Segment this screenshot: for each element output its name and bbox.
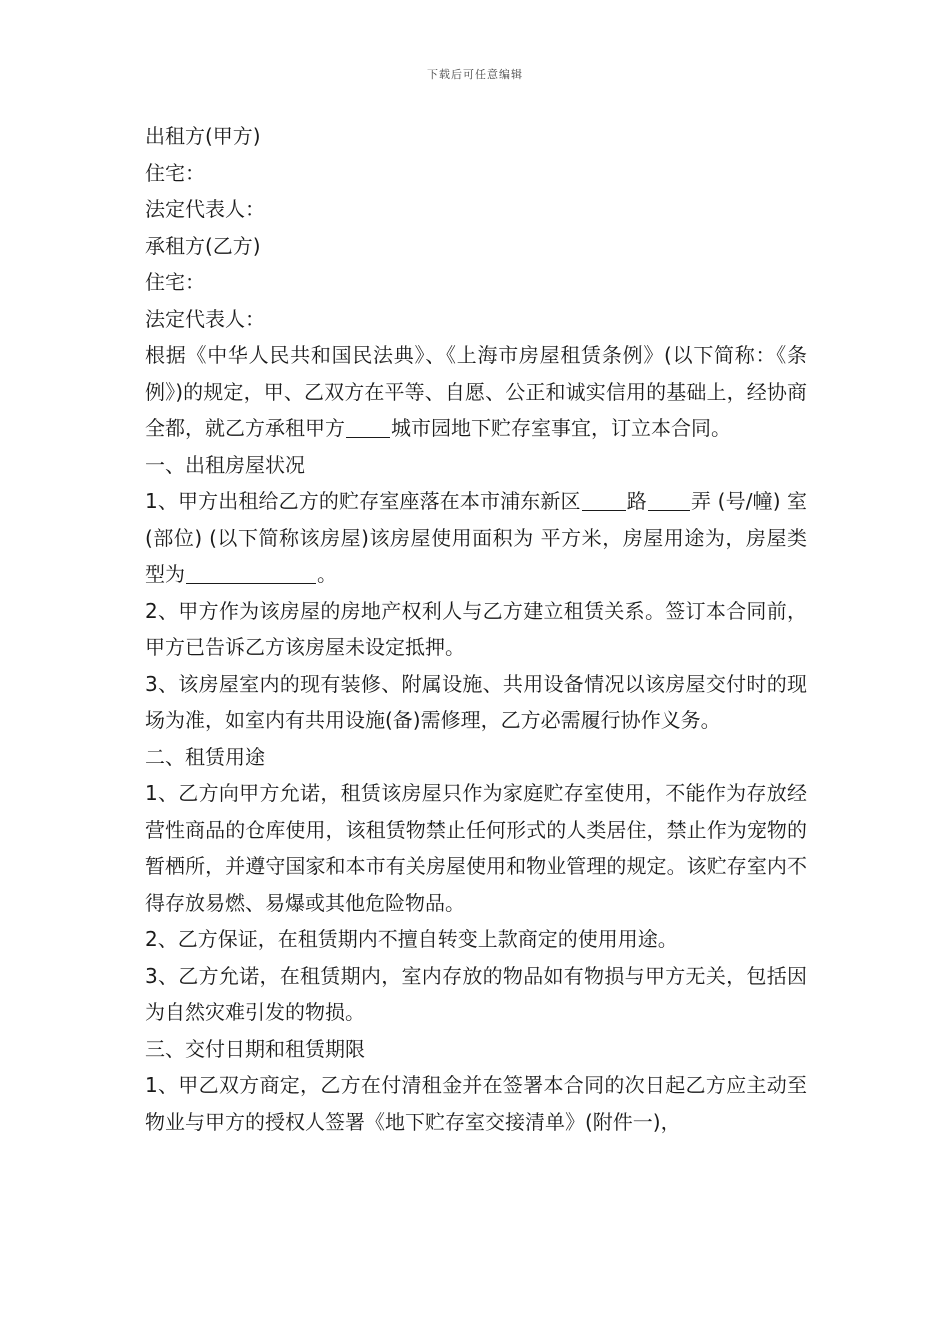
item-text: 1、甲方出租给乙方的贮存室座落在本市浦东新区 <box>145 489 581 513</box>
item-text: 路 <box>626 489 647 513</box>
blank-field-lane <box>648 488 690 511</box>
blank-field-community <box>346 415 390 438</box>
section-2-item-1: 1、乙方向甲方允诺，租赁该房屋只作为家庭贮存室使用，不能作为存放经营性商品的仓库使用，该租赁物禁止任何形式的人类居住，禁止作为宠物的暂栖所，并遵守国家和本市有关房屋使用和物业管理的规定。该贮存室内不得存放易燃、易爆或其他危险物品。 <box>145 781 807 915</box>
page-header: 下载后可任意编辑 <box>427 68 523 81</box>
section-1-item-1 <box>145 483 807 593</box>
lessor-label: 出租方(甲方) <box>145 124 261 148</box>
contract-body <box>145 118 807 1140</box>
lessee-label: 承租方(乙方) <box>145 233 261 258</box>
preamble-text-1: 根据《中华人民共和国民法典》、《上海市房屋租赁条例》(以下简称：《条例》)的规定，甲、乙双方在平等、自愿、公正和诚实信用的基础上，经协商全都，就乙方承租甲方 <box>145 343 807 440</box>
lessee-rep-label: 法定代表人： <box>145 306 265 331</box>
lessor-address-label: 住宅： <box>145 160 205 185</box>
section-1-item-2: 2、甲方作为该房屋的房地产权利人与乙方建立租赁关系。签订本合同前，甲方已告诉乙方该房屋未设定抵押。 <box>145 598 807 659</box>
section-1-item-3: 3、该房屋室内的现有装修、附属设施、共用设备情况以该房屋交付时的现场为准，如室内有共用设施(备)需修理，乙方必需履行协作义务。 <box>145 671 807 732</box>
lessor-rep-label: 法定代表人： <box>145 197 265 221</box>
section-1-title: 一、出租房屋状况 <box>145 452 305 477</box>
section-2-item-2: 2、乙方保证，在租赁期内不擅自转变上款商定的使用用途。 <box>145 927 678 951</box>
blank-field-road <box>582 488 626 511</box>
section-3-title: 三、交付日期和租赁期限 <box>145 1036 365 1061</box>
section-2-title: 二、租赁用途 <box>145 744 265 769</box>
preamble-text-2: 城市园地下贮存室事宜，订立本合同。 <box>391 416 731 440</box>
section-3-item-1: 1、甲乙双方商定，乙方在付清租金并在签署本合同的次日起乙方应主动至物业与甲方的授权人签署《地下贮存室交接清单》(附件一)， <box>145 1073 807 1134</box>
blank-field-house-type <box>186 561 316 584</box>
section-2-item-3: 3、乙方允诺，在租赁期内，室内存放的物品如有物损与甲方无关，包括因为自然灾难引发的物损。 <box>145 963 807 1024</box>
item-text: 。 <box>317 562 337 586</box>
lessee-address-label: 住宅： <box>145 270 205 294</box>
item-text: 弄 (号/幢) 室(部位) (以下简称该房屋)该房屋使用面积为 平方米，房屋用途为，房屋类型为 <box>145 489 807 586</box>
preamble-paragraph <box>145 337 807 447</box>
